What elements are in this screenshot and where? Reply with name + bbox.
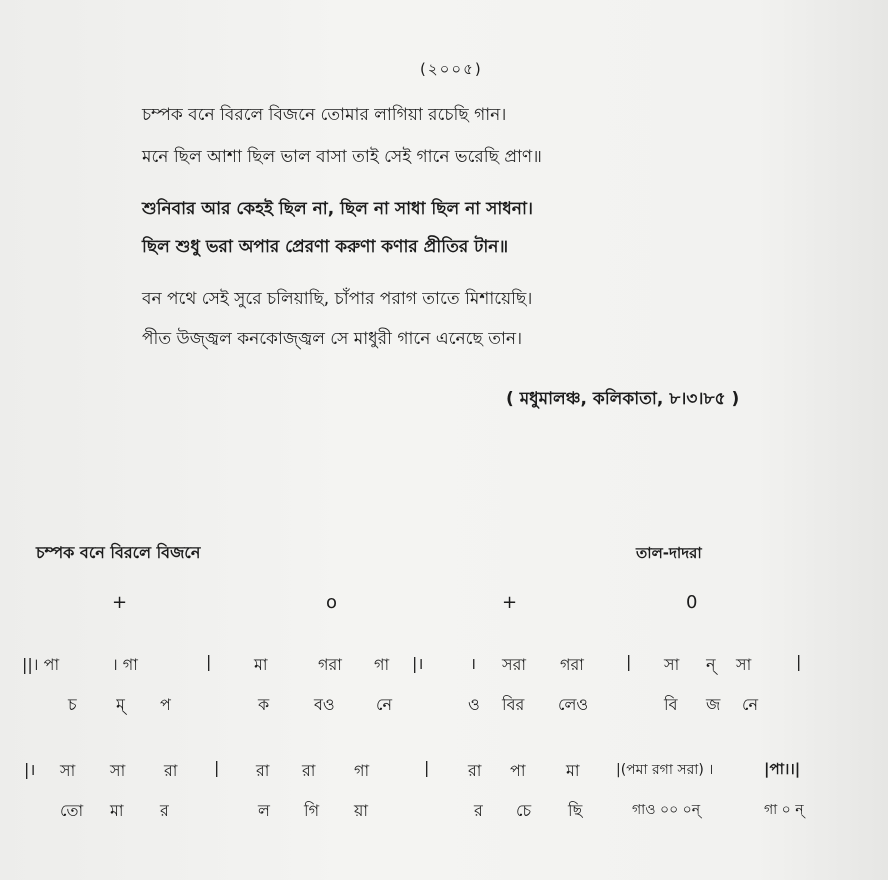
swara-note: সা [60,761,76,780]
swara-note: রা [302,761,316,780]
swara-note: সা [110,761,126,780]
source-citation: ( মধুমালঞ্চ, কলিকাতা, ৮।৩।৮৫ ) [506,389,740,409]
verse-line: মনে ছিল আশা ছিল ভাল বাসা তাই সেই গানে ভরেছি প্রাণ॥ [142,147,542,167]
swara-group: |পা।।| [764,760,801,778]
swara-note: মা [566,761,580,780]
lyric-syllable: গা ০ ন্ [764,802,804,818]
lyric-syllable: গি [304,801,320,820]
swara-note: সা [664,655,680,674]
lyric-syllable: র [474,801,483,820]
page-number: (২০০৫) [420,60,483,78]
lyric-syllable: ল [258,801,270,820]
lyric-syllable: র [160,801,169,820]
swara-note: গা [354,761,370,780]
swara-note: । গা [112,655,138,674]
swara-note: গরা [318,655,342,674]
swara-note: গরা [560,655,584,674]
bar-line: |। [24,760,36,779]
lyric-syllable: তো [60,801,84,820]
lyric-syllable: ম্ [116,695,125,714]
lyric-syllable: চ [68,695,77,714]
lyric-syllable: ক [258,695,270,714]
taal-label: তাল-দাদরা [636,544,702,562]
swara-note: সা [736,655,752,674]
swara-note: ন্ [706,655,716,674]
lyric-syllable: বির [502,695,525,714]
verse-line: পীত উজ্জ্বল কনকোজ্জ্বল সে মাধুরী গানে এনেছে তান। [142,329,523,349]
bar-line: | [424,758,430,777]
swara-note: সরা [502,655,527,674]
beat-mark: o [326,592,338,613]
swara-note: রা [164,761,178,780]
lyric-syllable: বও [314,695,335,714]
bar-line: | [796,652,802,671]
verse-line: শুনিবার আর কেহই ছিল না, ছিল না সাধা ছিল না সাধনা। [142,199,533,219]
lyric-syllable: নে [742,695,759,714]
verse-line: ছিল শুধু ভরা অপার প্রেরণা করুণা কণার প্রীতির টান॥ [142,237,509,257]
song-title: চম্পক বনে বিরলে বিজনে [36,543,201,562]
swara-note: মা [254,655,268,674]
swara-note: রা [256,761,270,780]
verse-line: চম্পক বনে বিরলে বিজনে তোমার লাগিয়া রচেছি গান। [142,105,507,125]
lyric-syllable: বি [664,695,678,714]
verse-line: বন পথে সেই সুরে চলিয়াছি, চাঁপার পরাগ তাতে মিশায়েছি। [142,289,533,309]
bar-line: | [626,652,632,671]
lyric-syllable: প [160,695,171,714]
lyric-syllable: মা [110,801,124,820]
bar-line: | [214,758,220,777]
lyric-syllable: ছি [568,801,583,820]
swara-note: । [470,654,477,673]
lyric-syllable: লেও [558,695,589,714]
lyric-syllable: জ [706,695,721,714]
swara-note: ||। পা [22,655,60,674]
lyric-syllable: য়া [354,801,369,820]
swara-note: রা [468,761,482,780]
beat-mark: 0 [686,592,698,613]
bar-line: | [206,652,212,671]
swara-note: গা [374,655,390,674]
lyric-syllable: চে [516,801,532,820]
lyric-syllable: নে [376,695,393,714]
swara-group: |(পমা রগা সরা) । [616,762,714,778]
swara-note: পা [510,761,526,780]
bar-line: |। [412,654,424,673]
beat-mark: + [502,592,518,613]
beat-mark: + [112,592,128,613]
lyric-syllable: গাও ০০ ০ন্ [632,802,701,818]
lyric-syllable: ও [468,695,480,714]
